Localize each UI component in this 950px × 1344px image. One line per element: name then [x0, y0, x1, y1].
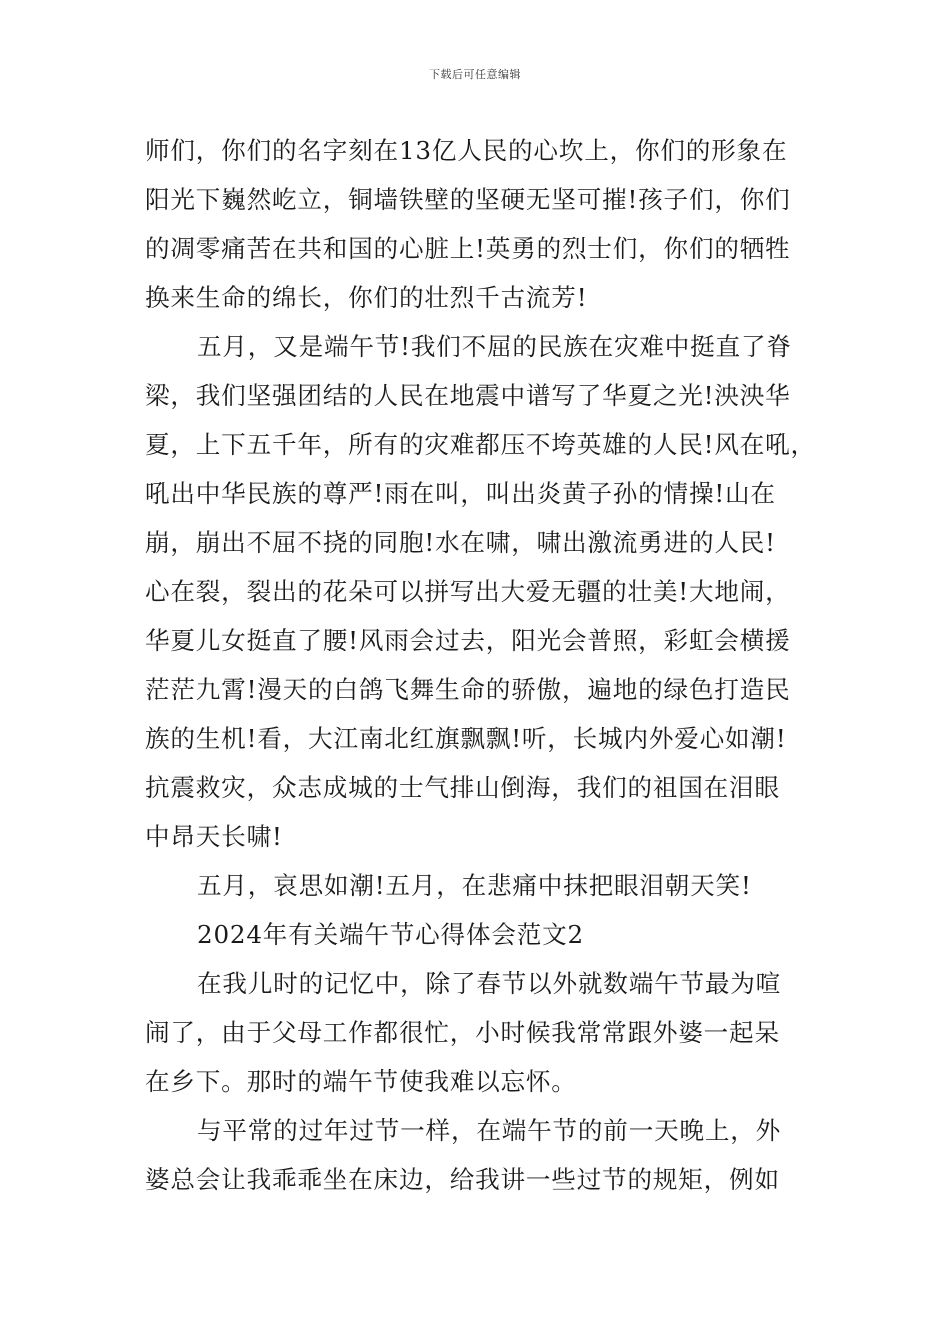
- text-line-7: 夏，上下五千年，所有的灾难都压不垮英雄的人民!风在吼，: [145, 430, 816, 459]
- text-line-11: 华夏儿女挺直了腰!风雨会过去，阳光会普照，彩虹会横援: [145, 626, 791, 655]
- text-line-16: 五月，哀思如潮!五月，在悲痛中抹把眼泪朝天笑!: [197, 871, 752, 900]
- text-line-9: 崩，崩出不屈不挠的同胞!水在啸，啸出激流勇进的人民!: [145, 528, 776, 557]
- text-line-13: 族的生机!看，大江南北红旗飘飘!听，长城内外爱心如潮!: [145, 724, 787, 753]
- text-line-1: 师们，你们的名字刻在13亿人民的心坎上，你们的形象在: [145, 136, 788, 165]
- text-line-8: 吼出中华民族的尊严!雨在叫，叫出炎黄子孙的情操!山在: [145, 479, 776, 508]
- text-line-20: 在乡下。那时的端午节使我难以忘怀。: [145, 1067, 577, 1096]
- text-line-4: 换来生命的绵长，你们的壮烈千古流芳!: [145, 283, 588, 312]
- text-line-22: 婆总会让我乖乖坐在床边，给我讲一些过节的规矩，例如: [145, 1165, 780, 1194]
- text-line-21: 与平常的过年过节一样，在端午节的前一天晚上，外: [197, 1116, 782, 1145]
- header-note: 下载后可任意编辑: [429, 68, 521, 81]
- text-line-6: 梁，我们坚强团结的人民在地震中谱写了华夏之光!泱泱华: [145, 381, 791, 410]
- document-body: [145, 126, 817, 1204]
- text-line-18: 在我儿时的记忆中，除了春节以外就数端午节最为喧: [197, 969, 782, 998]
- text-line-2: 阳光下巍然屹立，铜墙铁壁的坚硬无坚可摧!孩子们，你们: [145, 185, 791, 214]
- text-line-5: 五月，又是端午节!我们不屈的民族在灾难中挺直了脊: [197, 332, 792, 361]
- section-heading: 2024年有关端午节心得体会范文2: [197, 920, 584, 949]
- text-line-10: 心在裂，裂出的花朵可以拼写出大爱无疆的壮美!大地闹，: [145, 577, 791, 606]
- text-line-19: 闹了，由于父母工作都很忙，小时候我常常跟外婆一起呆: [145, 1018, 780, 1047]
- text-line-3: 的凋零痛苦在共和国的心脏上!英勇的烈士们，你们的牺牲: [145, 234, 791, 263]
- text-line-15: 中昂天长啸!: [145, 822, 283, 851]
- text-line-14: 抗震救灾，众志成城的士气排山倒海，我们的祖国在泪眼: [145, 773, 780, 802]
- text-line-12: 茫茫九霄!漫天的白鸽飞舞生命的骄傲，遍地的绿色打造民: [145, 675, 791, 704]
